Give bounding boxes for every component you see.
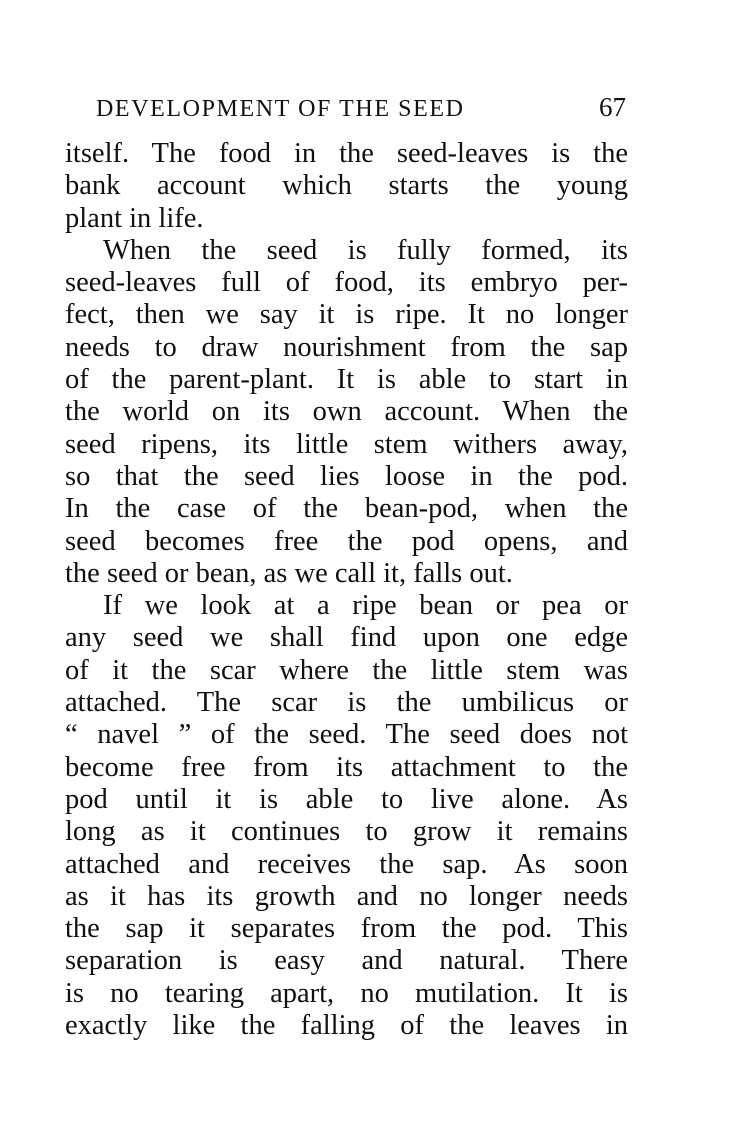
text-line: attached. The scar is the umbilicus or — [65, 687, 628, 719]
text-line: plant in life. — [65, 202, 204, 234]
page-number: 67 — [599, 92, 626, 122]
text-line: seed becomes free the pod opens, and — [65, 525, 628, 557]
text-line: is no tearing apart, no mutilation. It is — [65, 977, 628, 1009]
text-line: When the seed is fully formed, its — [103, 234, 628, 266]
text-line: the world on its own account. When the — [65, 396, 628, 428]
text-line: become free from its attachment to the — [65, 751, 628, 783]
text-line: so that the seed lies loose in the pod. — [65, 460, 628, 492]
text-line: In the case of the bean-pod, when the — [65, 493, 628, 525]
text-line: fect, then we say it is ripe. It no longer — [65, 299, 628, 331]
text-line: needs to draw nourishment from the sap — [65, 331, 628, 363]
text-line: “ navel ” of the seed. The seed does not — [65, 719, 628, 751]
text-line: long as it continues to grow it remains — [65, 816, 628, 848]
body-text — [65, 138, 628, 1042]
text-line: pod until it is able to live alone. As — [65, 783, 628, 815]
text-line: separation is easy and natural. There — [65, 945, 628, 977]
text-line: seed-leaves full of food, its embryo per- — [65, 267, 628, 299]
text-line: attached and receives the sap. As soon — [65, 848, 628, 880]
text-line: bank account which starts the young — [65, 170, 628, 202]
text-line: of the parent-plant. It is able to start in — [65, 364, 628, 396]
text-line: the sap it separates from the pod. This — [65, 913, 628, 945]
text-line: itself. The food in the seed-leaves is the — [65, 138, 628, 169]
text-line: If we look at a ripe bean or pea or — [103, 590, 628, 622]
running-title: DEVELOPMENT OF THE SEED — [96, 96, 465, 122]
text-line: of it the scar where the little stem was — [65, 654, 628, 686]
text-line: exactly like the falling of the leaves in — [65, 1010, 628, 1042]
running-header — [96, 92, 626, 123]
text-line: the seed or bean, as we call it, falls out. — [65, 557, 513, 589]
text-line: seed ripens, its little stem withers away, — [65, 428, 628, 460]
text-line: as it has its growth and no longer needs — [65, 880, 628, 912]
text-line: any seed we shall find upon one edge — [65, 622, 628, 654]
